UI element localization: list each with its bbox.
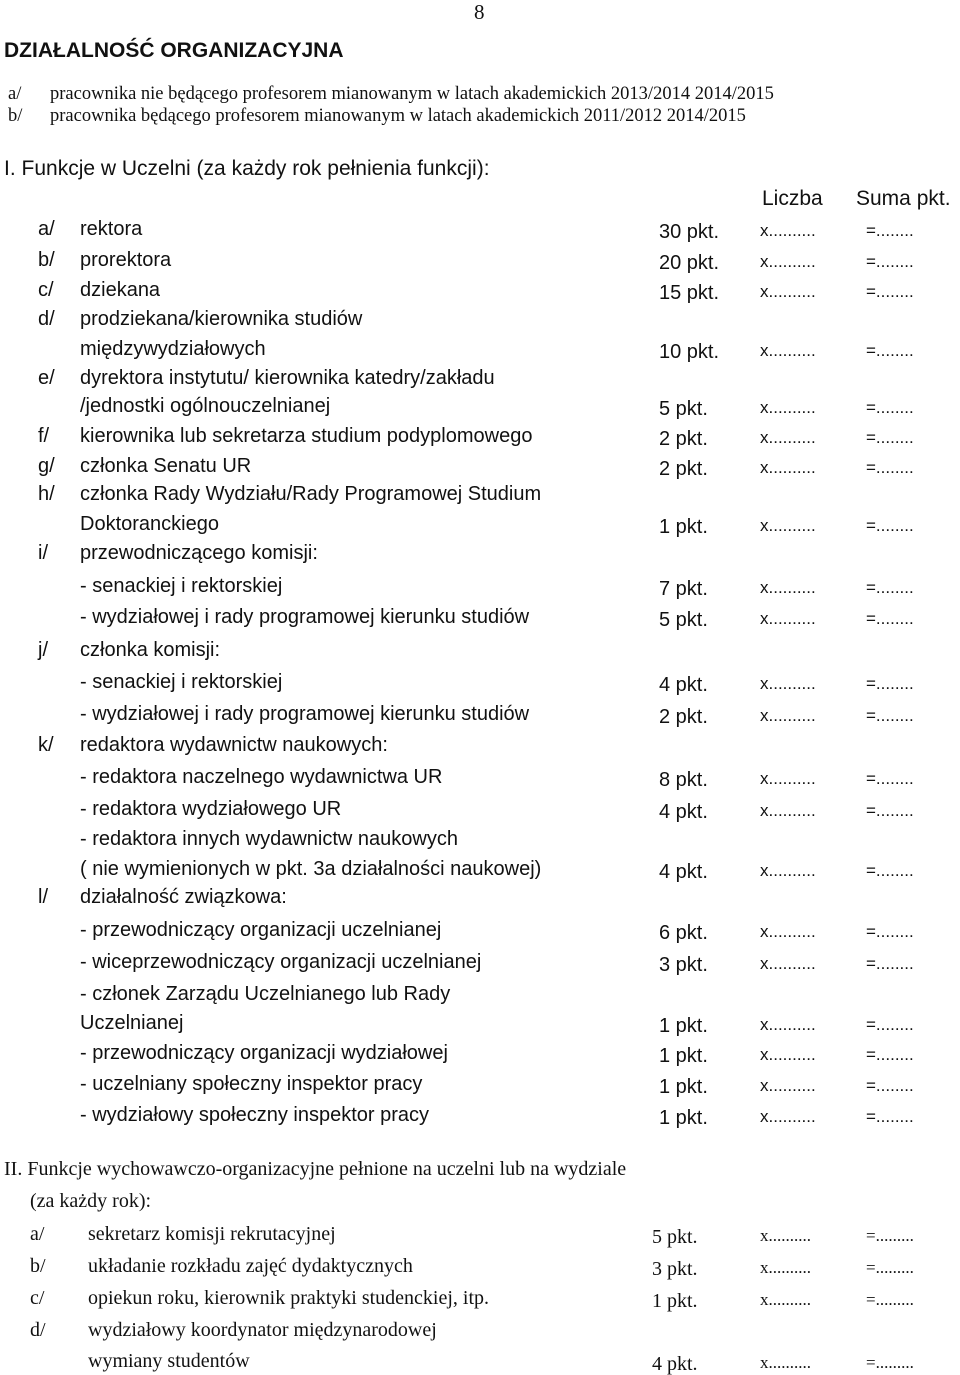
section2-row-sum-field: =......... [866,1353,914,1372]
section1-row-points: 1 pkt. [659,1045,708,1067]
section1-row-label: - wydziałowej i rady programowej kierunku studiów [80,606,530,628]
section1-row-letter: i/ [38,542,48,564]
section2-row-points: 3 pkt. [652,1258,698,1280]
section1-row-sum-field: =........ [866,922,914,941]
section1-row-sum-field: =........ [866,609,914,628]
section1-row-multiplier-field: x.......... [760,516,816,535]
section1-row-label: - uczelniany społeczny inspektor pracy [80,1073,423,1095]
section1-row-sum-field: =........ [866,706,914,725]
section1-row-points: 8 pkt. [659,769,708,791]
section1-row-label: międzywydziałowych [80,338,266,360]
section1-row-sum-field: =........ [866,458,914,477]
section1-row-multiplier-field: x.......... [760,706,816,725]
section1-row-multiplier-field: x.......... [760,1076,816,1095]
section1-row-points: 1 pkt. [659,1107,708,1129]
section2-row-letter: c/ [30,1287,45,1309]
section1-row-sum-field: =........ [866,861,914,880]
section1-row-points: 6 pkt. [659,922,708,944]
section1-row-multiplier-field: x.......... [760,252,816,271]
section1-row-sum-field: =........ [866,341,914,360]
section2-row-label: wymiany studentów [88,1350,250,1372]
section1-row-points: 5 pkt. [659,398,708,420]
section-2-title-line-1: II. Funkcje wychowawczo-organizacyjne pełnione na uczelni lub na wydziale [4,1158,627,1180]
section1-row-multiplier-field: x.......... [760,341,816,360]
section1-row-label: członka komisji: [80,639,221,661]
section2-row-multiplier-field: x.......... [760,1226,811,1245]
section1-row-letter: f/ [38,425,50,447]
section1-row-letter: c/ [38,279,54,301]
section1-row-label: - wiceprzewodniczący organizacji uczelnianej [80,951,482,973]
section1-row-points: 2 pkt. [659,706,708,728]
section1-row-multiplier-field: x.......... [760,458,816,477]
section2-row-label: wydziałowy koordynator międzynarodowej [88,1319,437,1341]
section1-row-multiplier-field: x.......... [760,1107,816,1126]
section1-row-points: 1 pkt. [659,516,708,538]
section1-row-letter: e/ [38,367,55,389]
section1-row-points: 2 pkt. [659,428,708,450]
section1-row-points: 7 pkt. [659,578,708,600]
section1-row-letter: g/ [38,455,55,477]
section1-row-letter: h/ [38,483,55,505]
section1-row-sum-field: =........ [866,282,914,301]
section1-row-label: prodziekana/kierownika studiów [80,308,363,330]
section1-row-multiplier-field: x.......... [760,801,816,820]
section1-row-label: - wydziałowej i rady programowej kierunku studiów [80,703,530,725]
section1-row-multiplier-field: x.......... [760,954,816,973]
section1-row-label: przewodniczącego komisji: [80,542,318,564]
section1-row-multiplier-field: x.......... [760,609,816,628]
section1-row-multiplier-field: x.......... [760,769,816,788]
section-1-title: I. Funkcje w Uczelni (za każdy rok pełnienia funkcji): [4,157,490,180]
section1-row-sum-field: =........ [866,221,914,240]
section1-row-label: członka Rady Wydziału/Rady Programowej Studium [80,483,542,505]
section2-row-label: układanie rozkładu zajęć dydaktycznych [88,1255,413,1277]
section1-row-multiplier-field: x.......... [760,282,816,301]
section1-row-label: Doktoranckiego [80,513,219,535]
section1-row-points: 2 pkt. [659,458,708,480]
section1-row-points: 4 pkt. [659,861,708,883]
column-sum-header: Suma pkt. [856,187,951,210]
section1-row-letter: a/ [38,218,55,240]
section1-row-sum-field: =........ [866,398,914,417]
section1-row-label: kierownika lub sekretarza studium podyplomowego [80,425,533,447]
section1-row-multiplier-field: x.......... [760,861,816,880]
intro-a-letter: a/ [8,84,22,104]
section1-row-label: - redaktora wydziałowego UR [80,798,342,820]
section1-row-sum-field: =........ [866,252,914,271]
section1-row-points: 3 pkt. [659,954,708,976]
section1-row-multiplier-field: x.......... [760,674,816,693]
section1-row-multiplier-field: x.......... [760,221,816,240]
section1-row-label: dziekana [80,279,161,301]
section1-row-points: 10 pkt. [659,341,720,363]
section1-row-sum-field: =........ [866,428,914,447]
section2-row-multiplier-field: x.......... [760,1353,811,1372]
section1-row-letter: l/ [38,886,48,908]
section1-row-sum-field: =........ [866,1107,914,1126]
section1-row-sum-field: =........ [866,516,914,535]
section1-row-sum-field: =........ [866,578,914,597]
section1-row-letter: j/ [38,639,48,661]
column-count-header: Liczba [762,187,823,210]
section1-row-letter: b/ [38,249,55,271]
section2-row-sum-field: =......... [866,1226,914,1245]
section2-row-multiplier-field: x.......... [760,1258,811,1277]
section1-row-multiplier-field: x.......... [760,578,816,597]
section1-row-label: rektora [80,218,143,240]
section1-row-label: - redaktora innych wydawnictw naukowych [80,828,458,850]
section1-row-multiplier-field: x.......... [760,922,816,941]
section2-row-points: 1 pkt. [652,1290,698,1312]
section1-row-points: 1 pkt. [659,1076,708,1098]
page-heading: DZIAŁALNOŚĆ ORGANIZACYJNA [4,39,344,62]
section1-row-label: ( nie wymienionych w pkt. 3a działalności naukowej) [80,858,542,880]
section1-row-points: 15 pkt. [659,282,720,304]
section1-row-multiplier-field: x.......... [760,428,816,447]
section1-row-label: redaktora wydawnictw naukowych: [80,734,388,756]
section2-row-label: opiekun roku, kierownik praktyki studenckiej, itp. [88,1287,490,1309]
section1-row-sum-field: =........ [866,954,914,973]
section1-row-label: prorektora [80,249,172,271]
section2-row-letter: b/ [30,1255,46,1277]
section1-row-sum-field: =........ [866,674,914,693]
section1-row-sum-field: =........ [866,769,914,788]
intro-b-text: pracownika będącego profesorem mianowanym w latach akademickich 2011/2012 2014/2015 [50,106,746,126]
section1-row-label: - członek Zarządu Uczelnianego lub Rady [80,983,451,1005]
intro-b-letter: b/ [8,106,23,126]
section2-row-letter: d/ [30,1319,46,1341]
section1-row-letter: d/ [38,308,55,330]
section1-row-letter: k/ [38,734,54,756]
section1-row-sum-field: =........ [866,801,914,820]
section2-row-letter: a/ [30,1223,45,1245]
section1-row-sum-field: =........ [866,1076,914,1095]
section2-row-multiplier-field: x.......... [760,1290,811,1309]
section2-row-points: 5 pkt. [652,1226,698,1248]
section1-row-label: działalność związkowa: [80,886,287,908]
section1-row-points: 30 pkt. [659,221,720,243]
section1-row-multiplier-field: x.......... [760,1045,816,1064]
section2-row-sum-field: =......... [866,1290,914,1309]
section1-row-label: członka Senatu UR [80,455,252,477]
page-number: 8 [474,0,485,24]
section1-row-label: /jednostki ogólnouczelnianej [80,395,331,417]
section1-row-points: 20 pkt. [659,252,720,274]
section-2-title-line-2: (za każdy rok): [30,1190,152,1212]
section2-row-sum-field: =......... [866,1258,914,1277]
section1-row-points: 4 pkt. [659,674,708,696]
section1-row-sum-field: =........ [866,1015,914,1034]
section1-row-points: 1 pkt. [659,1015,708,1037]
section1-row-points: 5 pkt. [659,609,708,631]
section1-row-multiplier-field: x.......... [760,1015,816,1034]
section1-row-label: dyrektora instytutu/ kierownika katedry/zakładu [80,367,495,389]
section2-row-points: 4 pkt. [652,1353,698,1375]
section1-row-label: - senackiej i rektorskiej [80,575,283,597]
section1-row-multiplier-field: x.......... [760,398,816,417]
section1-row-label: Uczelnianej [80,1012,184,1034]
section1-row-points: 4 pkt. [659,801,708,823]
section1-row-label: - przewodniczący organizacji wydziałowej [80,1042,448,1064]
section1-row-label: - senackiej i rektorskiej [80,671,283,693]
section1-row-sum-field: =........ [866,1045,914,1064]
section1-row-label: - redaktora naczelnego wydawnictwa UR [80,766,443,788]
section1-row-label: - wydziałowy społeczny inspektor pracy [80,1104,430,1126]
section2-row-label: sekretarz komisji rekrutacyjnej [88,1223,336,1245]
section1-row-label: - przewodniczący organizacji uczelnianej [80,919,442,941]
intro-a-text: pracownika nie będącego profesorem mianowanym w latach akademickich 2013/2014 2014/2015 [50,84,774,104]
